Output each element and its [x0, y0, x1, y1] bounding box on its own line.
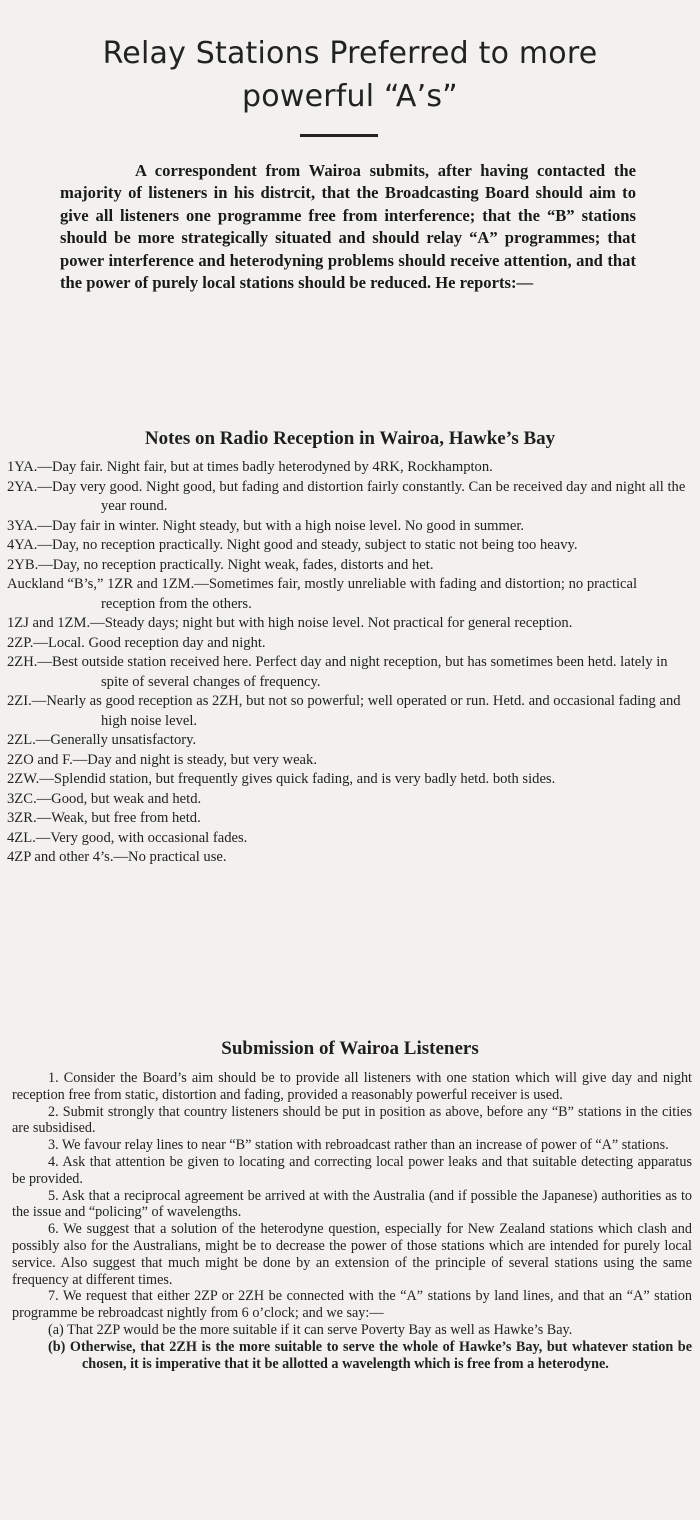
- submission-heading: Submission of Wairoa Listeners: [221, 1038, 479, 1059]
- note-3zc: 3ZC.—Good, but weak and hetd.: [7, 790, 202, 807]
- title-divider: [300, 134, 378, 137]
- submission-item-3: 3. We favour relay lines to near “B” station with rebroadcast rather than an increase of power of “A” stations.: [48, 1137, 669, 1154]
- note-3zr: 3ZR.—Weak, but free from hetd.: [7, 810, 201, 826]
- notes-heading: Notes on Radio Reception in Wairoa, Hawke’s Bay: [144, 428, 556, 449]
- note-2zo: 2ZO and F.—Day and night is steady, but very weak.: [7, 751, 317, 768]
- note-2zi: 2ZI.—Nearly as good reception as 2ZH, but not so powerful; well operated or run. Hetd. and occasional fading and high noise level.: [7, 693, 681, 729]
- title-line-2: powerful “A’s”: [242, 79, 458, 114]
- note-4ya: 4YA.—Day, no reception practically. Night good and steady, subject to static not being too heavy.: [7, 537, 578, 553]
- reception-notes-list: [7, 458, 693, 868]
- title-line-1: Relay Stations Preferred to more: [102, 36, 598, 71]
- submission-item-1: 1. Consider the Board’s aim should be to provide all listeners with one station which will give day and night reception free from static, distortion and fading, provided a reasonably powerful receiver is used.: [12, 1070, 692, 1103]
- submission-sub-item-a: (a) That 2ZP would be the more suitable if it can serve Poverty Bay as well as Hawke’s Bay.: [48, 1321, 573, 1338]
- submission-list: [12, 1070, 692, 1372]
- note-2zp: 2ZP.—Local. Good reception day and night.: [7, 634, 266, 651]
- submission-item-5: 5. Ask that a reciprocal agreement be arrived at with the Australia (and if possible the Japanese) authorities as to the issue and “policing” of wavelengths.: [12, 1187, 692, 1221]
- note-3ya: 3YA.—Day fair in winter. Night steady, but with a high noise level. No good in summer.: [7, 517, 525, 534]
- intro-paragraph: [60, 160, 636, 294]
- note-4zl: 4ZL.—Very good, with occasional fades.: [7, 829, 248, 846]
- submission-item-6: 6. We suggest that a solution of the heterodyne question, especially for New Zealand stations which clash and possibly also for the Australians, might be to decrease the power of those stations which are intended for purely local service. Also suggest that much might be done by an extension of the principle of several stations using the same frequency at different times.: [12, 1221, 692, 1288]
- note-2zw: 2ZW.—Splendid station, but frequently gives quick fading, and is very badly hetd. both sides.: [7, 771, 556, 787]
- submission-item-4: 4. Ask that attention be given to locating and correcting local power leaks and that suitable detecting apparatus be provided.: [12, 1153, 692, 1187]
- note-1ya: 1YA.—Day fair. Night fair, but at times badly heterodyned by 4RK, Rockhampton.: [7, 459, 493, 475]
- intro-text: A correspondent from Wairoa submits, after having contacted the majority of listeners in his distrcit, that the Broadcasting Board should aim to give all listeners one programme free from interference; that the “B” stations should be more strategically situated and should relay “A” programmes; that power interference and heterodyning problems should receive attention, and that the power of purely local stations should be reduced. He reports:—: [60, 161, 636, 293]
- note-2zh: 2ZH.—Best outside station received here. Perfect day and night reception, but has sometimes been hetd. lately in spite of several changes of frequency.: [7, 654, 668, 690]
- submission-item-2: 2. Submit strongly that country listeners should be put in position as above, before any “B” stations in the cities are subsidised.: [12, 1103, 692, 1137]
- note-2ya: 2YA.—Day very good. Night good, but fading and distortion fairly constantly. Can be received day and night all the year round.: [7, 478, 686, 514]
- note-1zj-1zm: 1ZJ and 1ZM.—Steady days; night but with high noise level. Not practical for general reception.: [7, 615, 573, 631]
- note-auckland-bs: Auckland “B’s,” 1ZR and 1ZM.—Sometimes fair, mostly unreliable with fading and distortion; no practical reception from the others.: [7, 576, 638, 612]
- submission-item-7: 7. We request that either 2ZP or 2ZH be connected with the “A” stations by land lines, and that an “A” station programme be rebroadcast nightly from 6 o’clock; and we say:—: [12, 1288, 692, 1322]
- article-title: [0, 32, 700, 118]
- note-2yb: 2YB.—Day, no reception practically. Night weak, fades, distorts and het.: [7, 556, 434, 573]
- note-4zp: 4ZP and other 4’s.—No practical use.: [7, 849, 227, 865]
- submission-sub-item-b: (b) Otherwise, that 2ZH is the more suitable to serve the whole of Hawke’s Bay, but whatever station be chosen, it is imperative that it be allotted a wavelength which is free from a heterodyne.: [48, 1338, 692, 1372]
- note-2zl: 2ZL.—Generally unsatisfactory.: [7, 732, 197, 748]
